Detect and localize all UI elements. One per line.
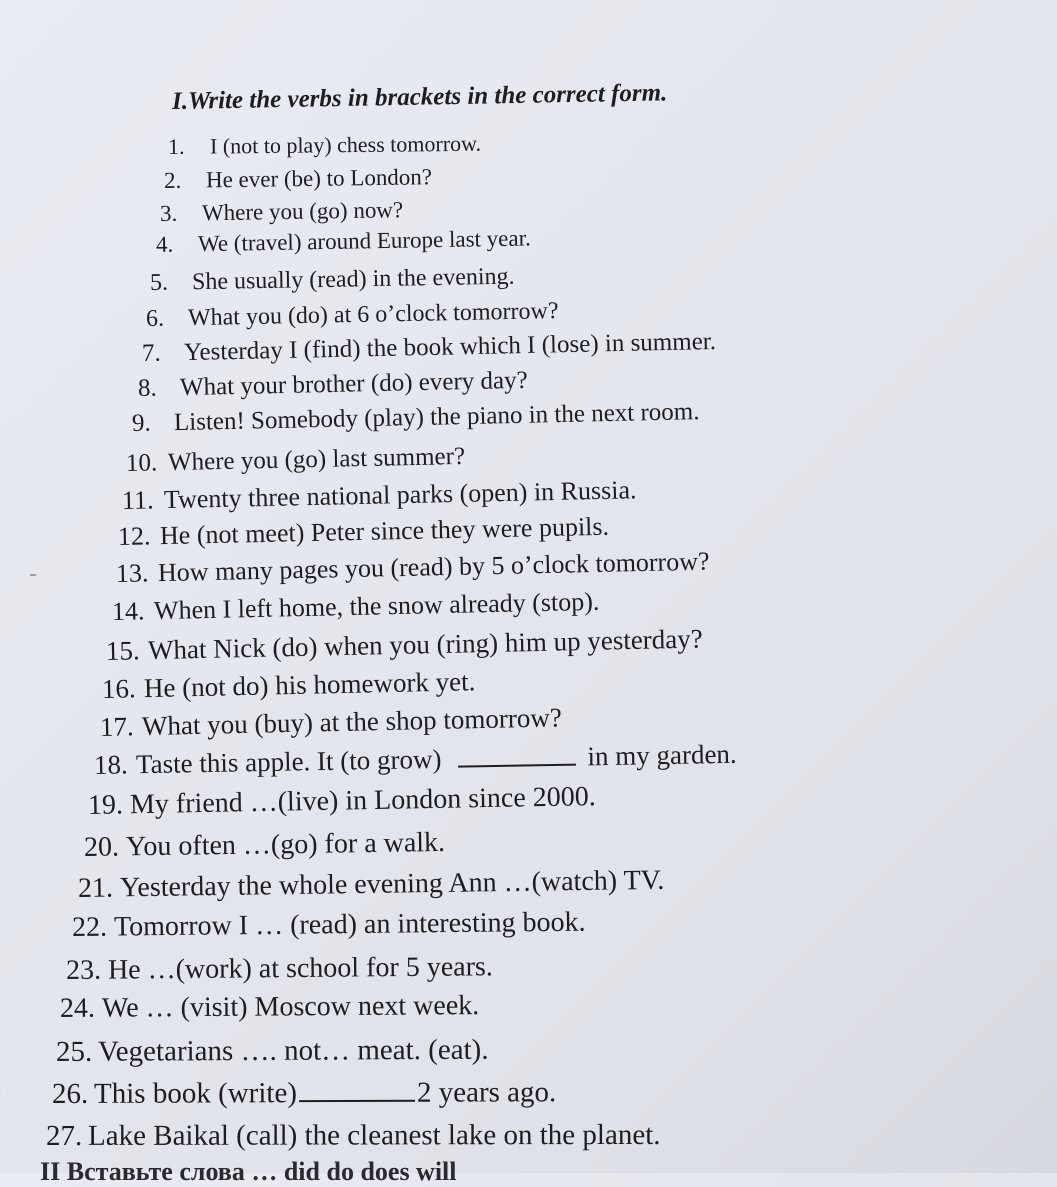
item-text-after-blank: 2 years ago.	[416, 1076, 557, 1109]
item-text: We … (visit) Moscow next week.	[101, 990, 480, 1024]
item-number: 21.	[77, 872, 114, 904]
item-number: 3.	[159, 200, 178, 226]
exercise-title: I.Write the verbs in brackets in the correct form.	[171, 79, 668, 115]
item-text: This book (write)	[93, 1077, 298, 1110]
exercise-item	[156, 225, 531, 258]
paper-speck	[30, 574, 36, 576]
item-number: 17.	[99, 711, 135, 742]
item-text-after-blank: in my garden.	[587, 738, 737, 772]
item-text: Lake Baikal (call) the cleanest lake on the planet.	[87, 1118, 661, 1152]
item-number: 7.	[141, 339, 162, 367]
exercise-item	[138, 367, 528, 403]
item-number: 18.	[93, 749, 128, 780]
exercise-item	[160, 197, 404, 227]
item-text: Listen! Somebody (play) the piano in the next room.	[173, 398, 700, 437]
exercise-item	[72, 907, 586, 944]
exercise-item	[126, 443, 466, 478]
item-text: Twenty three national parks (open) in Russia.	[163, 475, 637, 515]
exercise-item	[132, 398, 700, 438]
answer-blank	[299, 1078, 415, 1102]
answer-blank	[457, 742, 575, 768]
item-text: You often …(go) for a walk.	[125, 826, 446, 863]
exercise-item	[88, 781, 596, 822]
item-number: 23.	[65, 954, 102, 986]
item-text: My friend …(live) in London since 2000.	[129, 781, 596, 821]
item-number: 24.	[59, 992, 96, 1024]
item-text: He ever (be) to London?	[205, 164, 433, 193]
exercise-item	[142, 328, 717, 368]
next-exercise-heading-cut: II Вставьте слова … did do does will	[40, 1157, 457, 1186]
exercise-item	[46, 1119, 661, 1153]
exercise-item	[122, 475, 637, 516]
item-number: 20.	[83, 831, 120, 863]
exercise-item	[164, 164, 432, 194]
item-number: 9.	[131, 409, 152, 437]
item-text: Taste this apple. It (to grow)	[135, 743, 442, 780]
item-number: 14.	[111, 596, 145, 626]
item-text: What you (do) at 6 o’clock tomorrow?	[187, 298, 559, 332]
item-number: 6.	[145, 305, 165, 332]
item-text: Vegetarians …. not… meat. (eat).	[97, 1033, 489, 1068]
exercise-item	[78, 865, 665, 905]
item-number: 26.	[51, 1077, 89, 1110]
item-number: 19.	[87, 789, 124, 821]
exercise-item	[106, 624, 703, 667]
exercise-item	[84, 827, 446, 864]
item-text: I (not to play) chess tomorrow.	[209, 130, 482, 159]
item-number: 12.	[117, 521, 151, 551]
exercise-item	[168, 131, 481, 160]
item-text: What Nick (do) when you (ring) him up yesterday?	[147, 623, 704, 666]
exercise-item	[66, 951, 493, 987]
item-number: 11.	[121, 485, 154, 515]
item-text: Tomorrow I … (read) an interesting book.	[113, 906, 586, 943]
item-number: 8.	[137, 374, 158, 402]
item-text: Where you (go) last summer?	[167, 442, 466, 477]
item-number: 16.	[101, 673, 137, 704]
item-number: 15.	[105, 635, 141, 666]
item-number: 25.	[55, 1035, 93, 1068]
item-number: 2.	[163, 167, 182, 193]
exercise-item	[94, 739, 737, 781]
item-text: He (not do) his homework yet.	[143, 666, 476, 704]
item-number: 10.	[125, 449, 158, 477]
item-number: 22.	[71, 911, 108, 943]
item-number: 13.	[115, 558, 149, 588]
exercise-item	[150, 264, 515, 297]
item-text: Where you (go) now?	[201, 197, 404, 226]
item-text: He (not meet) Peter since they were pupils.	[159, 511, 610, 551]
item-text: She usually (read) in the evening.	[191, 263, 515, 296]
item-text: What your brother (do) every day?	[179, 366, 528, 402]
item-text: Yesterday I (find) the book which I (lose) in summer.	[183, 327, 717, 367]
item-number: 27.	[45, 1119, 83, 1152]
item-text: Yesterday the whole evening Ann …(watch) TV.	[119, 864, 665, 904]
exercise-item	[102, 666, 476, 705]
exercise-item	[116, 547, 710, 589]
item-text: When I left home, the snow already (stop).	[153, 586, 600, 626]
exercise-item	[56, 1034, 489, 1069]
item-text: He …(work) at school for 5 years.	[107, 951, 494, 986]
item-number: 5.	[149, 269, 169, 296]
item-text: How many pages you (read) by 5 o’clock tomorrow?	[157, 546, 710, 588]
item-text: We (travel) around Europe last year.	[197, 225, 531, 257]
exercise-item	[146, 298, 559, 333]
exercise-item	[100, 702, 562, 743]
exercise-item	[118, 512, 610, 552]
exercise-item	[112, 587, 600, 627]
exercise-item	[60, 990, 479, 1025]
item-number: 1.	[167, 133, 185, 159]
item-number: 4.	[155, 231, 174, 257]
exercise-item	[52, 1076, 556, 1111]
item-text: What you (buy) at the shop tomorrow?	[141, 702, 563, 742]
